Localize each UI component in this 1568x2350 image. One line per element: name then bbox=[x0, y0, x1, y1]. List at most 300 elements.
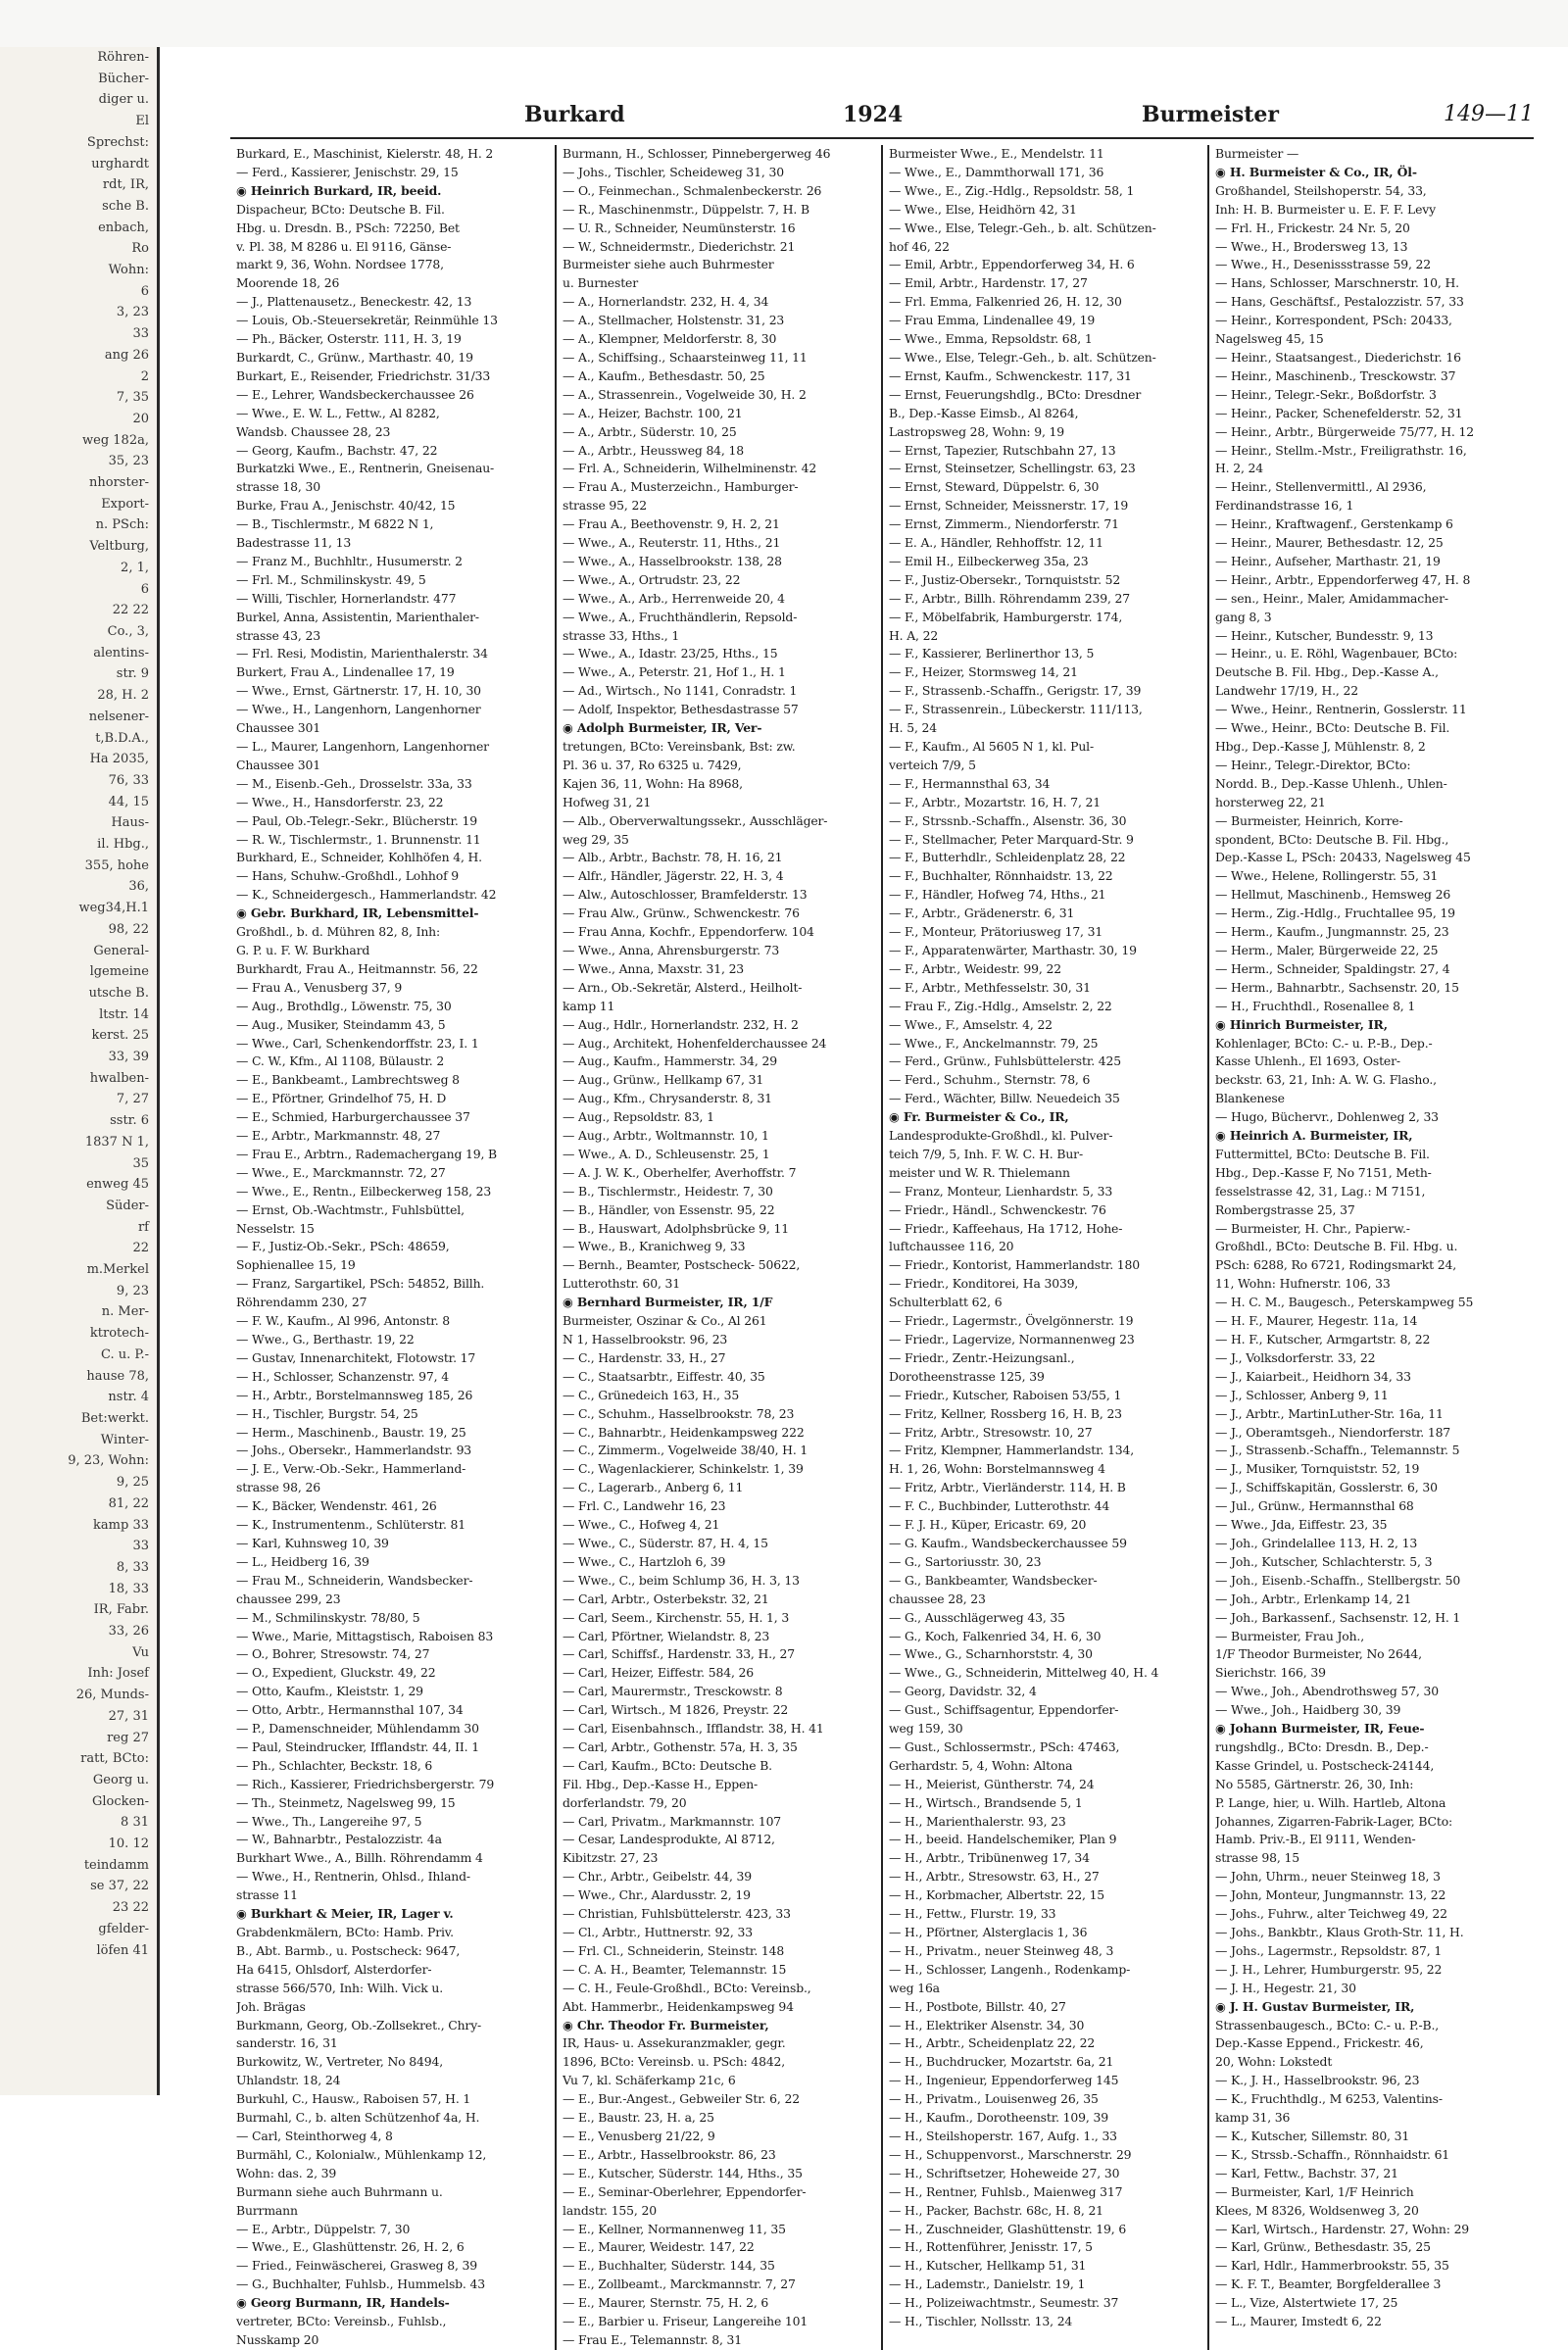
directory-entry-line: — Aug., Repsoldstr. 83, 1 bbox=[563, 1109, 714, 1125]
directory-entry-line: — Frau E., Arbtrn., Rademachergang 19, B bbox=[236, 1146, 498, 1161]
directory-entry-line: — E., Lehrer, Wandsbeckerchaussee 26 bbox=[236, 386, 474, 402]
directory-entry-line: — Friedr., Kutscher, Raboisen 53/55, 1 bbox=[889, 1387, 1122, 1402]
column-3 bbox=[883, 145, 1209, 2350]
directory-entry-line: — K. F. T., Beamter, Borgfelderallee 3 bbox=[1215, 2277, 1442, 2292]
directory-entry-line: — J., Musiker, Tornquiststr. 52, 19 bbox=[1215, 1461, 1420, 1477]
directory-entry-line: B., Abt. Barmb., u. Postscheck: 9647, bbox=[236, 1942, 461, 1958]
gutter-line: rdt, IR, bbox=[102, 177, 149, 193]
directory-entry-line: — Carl, Schiffsf., Hardenstr. 33, H., 27 bbox=[563, 1646, 795, 1662]
directory-entry-line: Badestrasse 11, 13 bbox=[236, 535, 352, 551]
directory-entry-line: — Aug., Musiker, Steindamm 43, 5 bbox=[236, 1016, 446, 1032]
directory-entry-line: tretungen, BCto: Vereinsbank, Bst: zw. bbox=[563, 739, 796, 754]
directory-entry-line: — Heinr., Packer, Schenefelderstr. 52, 31 bbox=[1215, 405, 1463, 420]
directory-entry-line: — Hellmut, Maschinenb., Hemsweg 26 bbox=[1215, 887, 1451, 903]
directory-entry-line: — O., Expedient, Gluckstr. 49, 22 bbox=[236, 1665, 436, 1681]
directory-entry-line: H. 2, 24 bbox=[1215, 461, 1264, 476]
directory-entry-line: dorferlandstr. 79, 20 bbox=[563, 1794, 687, 1810]
directory-entry-line: — Bernh., Beamter, Postscheck- 50622, bbox=[563, 1257, 801, 1273]
directory-entry-line: — W., Bahnarbtr., Pestalozzistr. 4a bbox=[236, 1832, 442, 1847]
directory-entry-line: — Joh., Grindelallee 113, H. 2, 13 bbox=[1215, 1535, 1418, 1550]
directory-entry-line: Johannes, Zigarren-Fabrik-Lager, BCto: bbox=[1215, 1813, 1453, 1829]
gutter-line: Co., 3, bbox=[107, 623, 149, 639]
directory-entry-line: — Wwe., F., Amselstr. 4, 22 bbox=[889, 1016, 1053, 1032]
directory-entry-line: — Ernst, Kaufm., Schwenckestr. 117, 31 bbox=[889, 367, 1132, 383]
gutter-line: 81, 22 bbox=[108, 1495, 149, 1511]
directory-entry-line: weg 29, 35 bbox=[563, 831, 629, 847]
directory-entry-line: — Johs., Bankbtr., Klaus Groth-Str. 11, H. bbox=[1215, 1925, 1464, 1939]
directory-entry-line: — Wwe., Marie, Mittagstisch, Raboisen 83 bbox=[236, 1628, 494, 1643]
gutter-line: teindamm bbox=[83, 1857, 149, 1873]
directory-entry-line: — J., Oberamtsgeh., Niendorferstr. 187 bbox=[1215, 1424, 1451, 1440]
directory-entry-line: ◉ Johann Burmeister, IR, Feue- bbox=[1215, 1721, 1425, 1737]
directory-entry-line: — E., Venusberg 21/22, 9 bbox=[563, 2128, 715, 2143]
directory-entry-line: — A., Klempner, Meldorferstr. 8, 30 bbox=[563, 331, 777, 347]
gutter-line: se 37, 22 bbox=[90, 1879, 149, 1894]
directory-entry-line: Hbg., Dep.-Kasse J, Mühlenstr. 8, 2 bbox=[1215, 739, 1426, 754]
directory-entry-line: strasse 43, 23 bbox=[236, 627, 320, 643]
gutter-line: Sprechst: bbox=[86, 134, 149, 150]
directory-entry-line: — J., Schiffskapitän, Gosslerstr. 6, 30 bbox=[1215, 1480, 1438, 1495]
directory-entry-line: — A., Schiffsing., Schaarsteinweg 11, 11 bbox=[563, 349, 808, 365]
directory-entry-line: Burkmann, Georg, Ob.-Zollsekret., Chry- bbox=[236, 2017, 482, 2032]
directory-entry-line: — U. R., Schneider, Neumünsterstr. 16 bbox=[563, 220, 796, 235]
directory-entry-line: Burmähl, C., Kolonialw., Mühlenkamp 12, bbox=[236, 2146, 487, 2162]
directory-entry-line: — F., Arbtr., Methfesselstr. 30, 31 bbox=[889, 979, 1091, 995]
directory-entry-line: — Wwe., Emma, Repsoldstr. 68, 1 bbox=[889, 331, 1093, 347]
directory-entry-line: — H., Rottenführer, Jenisstr. 17, 5 bbox=[889, 2239, 1093, 2255]
directory-entry-line: — C., Staatsarbtr., Eiffestr. 40, 35 bbox=[563, 1368, 765, 1384]
directory-entry-line: — Gustav, Innenarchitekt, Flotowstr. 17 bbox=[236, 1349, 476, 1365]
directory-entry-line: — E., Maurer, Weidestr. 147, 22 bbox=[563, 2239, 755, 2255]
gutter-line: Ha 2035, bbox=[89, 752, 149, 767]
directory-entry-line: — Ferd., Schuhm., Sternstr. 78, 6 bbox=[889, 1072, 1091, 1088]
gutter-line: 35 bbox=[132, 1155, 149, 1171]
gutter-line: El bbox=[135, 114, 149, 129]
directory-entry-line: — Carl, Eisenbahnsch., Ifflandstr. 38, H. 41 bbox=[563, 1721, 824, 1737]
directory-entry-line: Joh. Brägas bbox=[236, 1998, 306, 2014]
directory-entry-line: — Wwe., Chr., Alardusstr. 2, 19 bbox=[563, 1887, 751, 1903]
directory-entry-line: — Carl, Arbtr., Osterbekstr. 32, 21 bbox=[563, 1591, 769, 1606]
directory-entry-line: — Heinr., Maurer, Bethesdastr. 12, 25 bbox=[1215, 535, 1444, 551]
directory-entry-line: — H., Meierist, Güntherstr. 74, 24 bbox=[889, 1776, 1095, 1791]
directory-entry-line: — Carl, Kaufm., BCto: Deutsche B. bbox=[563, 1757, 772, 1773]
directory-entry-line: — Heinr., Korrespondent, PSch: 20433, bbox=[1215, 313, 1452, 328]
directory-entry-line: Nusskamp 20 bbox=[236, 2331, 319, 2347]
gutter-line: Röhren- bbox=[97, 50, 149, 65]
gutter-line: weg 182a, bbox=[82, 432, 149, 448]
directory-entry-line: — H., Elektriker Alsenstr. 34, 30 bbox=[889, 2017, 1085, 2032]
directory-entry-line: — E., Bankbeamt., Lambrechtsweg 8 bbox=[236, 1072, 460, 1088]
gutter-line: rf bbox=[137, 1219, 149, 1235]
directory-entry-line: Gerhardstr. 5, 4, Wohn: Altona bbox=[889, 1757, 1073, 1773]
directory-entry-line: Uhlandstr. 18, 24 bbox=[236, 2073, 341, 2088]
directory-entry-line: 1896, BCto: Vereinsb. u. PSch: 4842, bbox=[563, 2054, 786, 2070]
directory-entry-line: — Heinr., Arbtr., Bürgerweide 75/77, H. 12 bbox=[1215, 423, 1474, 439]
directory-entry-line: — Georg, Kaufm., Bachstr. 47, 22 bbox=[236, 442, 438, 458]
gutter-line: Haus- bbox=[111, 815, 149, 831]
directory-entry-line: vertreter, BCto: Vereinsb., Fuhlsb., bbox=[236, 2314, 447, 2329]
gutter-line: t,B.D.A., bbox=[95, 730, 149, 746]
directory-entry-line: beckstr. 63, 21, Inh: A. W. G. Flasho., bbox=[1215, 1072, 1437, 1088]
directory-entry-line: — H., Schriftsetzer, Hoheweide 27, 30 bbox=[889, 2165, 1120, 2180]
gutter-line: 76, 33 bbox=[108, 772, 149, 788]
directory-entry-line: H. 5, 24 bbox=[889, 720, 938, 736]
directory-entry-line: u. Burnester bbox=[563, 275, 638, 291]
directory-entry-line: — Carl, Privatm., Markmannstr. 107 bbox=[563, 1813, 782, 1829]
directory-entry-line: H. 1, 26, Wohn: Borstelmannsweg 4 bbox=[889, 1461, 1105, 1477]
directory-entry-line: — Carl, Pförtner, Wielandstr. 8, 23 bbox=[563, 1628, 770, 1643]
directory-entry-line: — Wwe., H., Langenhorn, Langenhorner bbox=[236, 702, 481, 717]
directory-entry-line: Hbg., Dep.-Kasse F, No 7151, Meth- bbox=[1215, 1164, 1432, 1180]
directory-entry-line: — C. A. H., Beamter, Telemannstr. 15 bbox=[563, 1961, 787, 1977]
directory-entry-line: — Paul, Ob.-Telegr.-Sekr., Blücherstr. 19 bbox=[236, 812, 477, 828]
directory-entry-line: Burmann, H., Schlosser, Pinnebergerweg 46 bbox=[563, 146, 831, 161]
directory-entry-line: Großhandel, Steilshoperstr. 54, 33, bbox=[1215, 182, 1427, 198]
directory-entry-line: — Adolf, Inspektor, Bethesdastrasse 57 bbox=[563, 702, 799, 717]
directory-entry-line: — Frl. Cl., Schneiderin, Steinstr. 148 bbox=[563, 1942, 785, 1958]
directory-entry-line: chaussee 299, 23 bbox=[236, 1591, 341, 1606]
directory-entry-line: — Karl, Wirtsch., Hardenstr. 27, Wohn: 29 bbox=[1215, 2221, 1470, 2236]
directory-entry-line: — J., Kaiarbeit., Heidhorn 34, 33 bbox=[1215, 1368, 1411, 1384]
gutter-line: nelsener- bbox=[88, 709, 149, 724]
directory-entry-line: — Frau Emma, Lindenallee 49, 19 bbox=[889, 313, 1096, 328]
directory-entry-line: — Fritz, Arbtr., Vierländerstr. 114, H. B bbox=[889, 1480, 1126, 1495]
directory-entry-line: Inh: H. B. Burmeister u. E. F. F. Levy bbox=[1215, 201, 1436, 217]
directory-entry-line: — Ph., Bäcker, Osterstr. 111, H. 3, 19 bbox=[236, 331, 462, 347]
gutter-line: 27, 31 bbox=[108, 1708, 149, 1724]
directory-entry-line: — Frau F., Zig.-Hdlg., Amselstr. 2, 22 bbox=[889, 998, 1112, 1013]
directory-entry-line: — J., Volksdorferstr. 33, 22 bbox=[1215, 1349, 1376, 1365]
directory-entry-line: — Ferd., Wächter, Billw. Neuedeich 35 bbox=[889, 1091, 1120, 1106]
directory-entry-line: — Alw., Autoschlosser, Bramfelderstr. 13 bbox=[563, 887, 808, 903]
directory-entry-line: gang 8, 3 bbox=[1215, 609, 1272, 624]
directory-entry-line: ◉ Adolph Burmeister, IR, Ver- bbox=[563, 720, 762, 736]
directory-entry-line: ◉ Heinrich A. Burmeister, IR, bbox=[1215, 1128, 1413, 1144]
directory-entry-line: Wohn: das. 2, 39 bbox=[236, 2165, 337, 2180]
directory-entry-line: — Emil H., Eilbeckerweg 35a, 23 bbox=[889, 553, 1089, 568]
directory-entry-line: sanderstr. 16, 31 bbox=[236, 2035, 338, 2051]
directory-entry-line: Burkhardt, Frau A., Heitmannstr. 56, 22 bbox=[236, 960, 478, 976]
directory-entry-line: — Johs., Tischler, Scheideweg 31, 30 bbox=[563, 164, 784, 179]
directory-entry-line: — Christian, Fuhlsbüttelerstr. 423, 33 bbox=[563, 1906, 791, 1922]
directory-entry-line: — F., Kaufm., Al 5605 N 1, kl. Pul- bbox=[889, 739, 1095, 754]
gutter-line: C. u. P.- bbox=[100, 1346, 149, 1362]
directory-entry-line: Kajen 36, 11, Wohn: Ha 8968, bbox=[563, 775, 743, 791]
directory-entry-line: — E., Kutscher, Süderstr. 144, Hths., 35 bbox=[563, 2165, 803, 2180]
directory-entry-line: Strassenbaugesch., BCto: C.- u. P.-B., bbox=[1215, 2017, 1440, 2032]
gutter-line: 33 bbox=[132, 1539, 149, 1554]
directory-entry-line: Burmeister Wwe., E., Mendelstr. 11 bbox=[889, 146, 1104, 161]
directory-entry-line: — Aug., Arbtr., Woltmannstr. 10, 1 bbox=[563, 1128, 769, 1144]
directory-entry-line: — Wwe., Joh., Abendrothsweg 57, 30 bbox=[1215, 1684, 1439, 1699]
gutter-line: hause 78, bbox=[86, 1368, 149, 1384]
directory-entry-line: verteich 7/9, 5 bbox=[889, 757, 976, 772]
directory-entry-line: — J. H., Lehrer, Humburgerstr. 95, 22 bbox=[1215, 1961, 1443, 1977]
directory-entry-line: — Wwe., Anna, Maxstr. 31, 23 bbox=[563, 960, 745, 976]
directory-entry-line: — Heinr., Arbtr., Eppendorferweg 47, H. 8 bbox=[1215, 571, 1471, 587]
directory-entry-line: — Burmeister, Karl, 1/F Heinrich bbox=[1215, 2183, 1414, 2199]
directory-entry-line: Nesselstr. 15 bbox=[236, 1220, 315, 1236]
directory-entry-line: — Heinr., Aufseher, Marthastr. 21, 19 bbox=[1215, 553, 1441, 568]
directory-entry-line: — K., Strssb.-Schaffn., Rönnhaidstr. 61 bbox=[1215, 2146, 1450, 2162]
directory-entry-line: — B., Händler, von Essenstr. 95, 22 bbox=[563, 1201, 775, 1217]
directory-entry-line: — Gust., Schiffsagentur, Eppendorfer- bbox=[889, 1702, 1119, 1718]
directory-entry-line: — H., Kutscher, Hellkamp 51, 31 bbox=[889, 2258, 1087, 2274]
directory-entry-line: — Wwe., G., Berthastr. 19, 22 bbox=[236, 1332, 415, 1346]
gutter-line: 9, 25 bbox=[116, 1475, 149, 1491]
directory-entry-line: ◉ Bernhard Burmeister, IR, 1/F bbox=[563, 1295, 773, 1310]
directory-entry-line: Rombergstrasse 25, 37 bbox=[1215, 1201, 1355, 1217]
directory-entry-line: — H., Postbote, Billstr. 40, 27 bbox=[889, 1998, 1066, 2014]
directory-entry-line: — H., Schlosser, Schanzenstr. 97, 4 bbox=[236, 1368, 449, 1384]
directory-entry-line: spondent, BCto: Deutsche B. Fil. Hbg., bbox=[1215, 831, 1449, 847]
directory-entry-line: — K., Bäcker, Wendenstr. 461, 26 bbox=[236, 1498, 437, 1514]
gutter-line: Glocken- bbox=[92, 1793, 149, 1809]
directory-entry-line: — E., Kellner, Normannenweg 11, 35 bbox=[563, 2221, 786, 2236]
directory-entry-line: Burmeister, Oszinar & Co., Al 261 bbox=[563, 1313, 767, 1329]
directory-entry-line: — Ph., Schlachter, Beckstr. 18, 6 bbox=[236, 1757, 433, 1773]
directory-entry-line: — Otto, Kaufm., Kleiststr. 1, 29 bbox=[236, 1684, 423, 1699]
directory-entry-line: — F., Kassierer, Berlinerthor 13, 5 bbox=[889, 646, 1095, 661]
directory-entry-line: — C., Grünedeich 163, H., 35 bbox=[563, 1387, 740, 1402]
directory-entry-line: — Frau Anna, Kochfr., Eppendorferw. 104 bbox=[563, 924, 814, 940]
gutter-line: 7, 35 bbox=[116, 390, 149, 406]
directory-entry-line: Chaussee 301 bbox=[236, 757, 320, 772]
directory-entry-line: — Friedr., Kaffeehaus, Ha 1712, Hohe- bbox=[889, 1220, 1123, 1236]
directory-entry-line: — H., Privatm., neuer Steinweg 48, 3 bbox=[889, 1942, 1114, 1958]
directory-entry-line: — Ferd., Grünw., Fuhlsbüttelerstr. 425 bbox=[889, 1053, 1122, 1069]
directory-entry-line: — E., Zollbeamt., Marckmannstr. 7, 27 bbox=[563, 2277, 796, 2292]
directory-entry-line: P. Lange, hier, u. Wilh. Hartleb, Altona bbox=[1215, 1794, 1446, 1810]
directory-entry-line: — Rich., Kassierer, Friedrichsbergerstr. 79 bbox=[236, 1776, 495, 1791]
directory-entry-line: — Wwe., C., Süderstr. 87, H. 4, 15 bbox=[563, 1535, 768, 1550]
directory-entry-line: — Frl. H., Frickestr. 24 Nr. 5, 20 bbox=[1215, 220, 1410, 235]
directory-entry-line: — Wwe., E., Dammthorwall 171, 36 bbox=[889, 164, 1104, 179]
directory-entry-line: kamp 11 bbox=[563, 998, 615, 1013]
previous-page-edge bbox=[0, 47, 160, 2095]
gutter-line: hwalben- bbox=[89, 1070, 149, 1086]
directory-entry-line: N 1, Hasselbrookstr. 96, 23 bbox=[563, 1332, 728, 1346]
gutter-line: str. 9 bbox=[116, 666, 149, 682]
directory-entry-line: — E. A., Händler, Rehhoffstr. 12, 11 bbox=[889, 535, 1103, 551]
directory-entry-line: — Wwe., H., Brodersweg 13, 13 bbox=[1215, 238, 1408, 254]
directory-entry-line: — B., Tischlermstr., Heidestr. 7, 30 bbox=[563, 1183, 773, 1199]
directory-entry-line: — H., Zuschneider, Glashüttenstr. 19, 6 bbox=[889, 2221, 1127, 2236]
gutter-line: 1837 N 1, bbox=[84, 1134, 149, 1150]
directory-entry-line: Wandsb. Chaussee 28, 23 bbox=[236, 423, 391, 439]
gutter-line: 2, 1, bbox=[121, 560, 149, 575]
directory-entry-line: — Fritz, Kellner, Rossberg 16, H. B, 23 bbox=[889, 1405, 1122, 1421]
directory-entry-line: — Herm., Maschinenb., Baustr. 19, 25 bbox=[236, 1424, 466, 1440]
header-right-name: Burmeister bbox=[1142, 102, 1279, 127]
directory-entry-line: — H., Kaufm., Dorotheenstr. 109, 39 bbox=[889, 2110, 1108, 2126]
directory-entry-line: horsterweg 22, 21 bbox=[1215, 794, 1326, 809]
gutter-line: 22 bbox=[132, 1241, 149, 1256]
directory-entry-line: hof 46, 22 bbox=[889, 238, 950, 254]
directory-entry-line: — L., Vize, Alstertwiete 17, 25 bbox=[1215, 2295, 1398, 2311]
directory-entry-line: — Hans, Schlosser, Marschnerstr. 10, H. bbox=[1215, 275, 1459, 291]
directory-entry-line: — M., Eisenb.-Geh., Drosselstr. 33a, 33 bbox=[236, 775, 472, 791]
directory-entry-line: — Wwe., A. D., Schleusenstr. 25, 1 bbox=[563, 1146, 770, 1161]
directory-entry-line: — Karl, Grünw., Bethesdastr. 35, 25 bbox=[1215, 2239, 1431, 2255]
directory-entry-line: — C. H., Feule-Großhdl., BCto: Vereinsb., bbox=[563, 1980, 811, 1995]
directory-entry-line: — Wwe., A., Fruchthändlerin, Repsold- bbox=[563, 609, 798, 624]
directory-entry-line: — H., Pförtner, Alsterglacis 1, 36 bbox=[889, 1925, 1088, 1939]
gutter-line: enweg 45 bbox=[86, 1177, 149, 1193]
directory-entry-line: — Fritz, Klempner, Hammerlandstr. 134, bbox=[889, 1443, 1135, 1458]
directory-entry-line: Nordd. B., Dep.-Kasse Uhlenh., Uhlen- bbox=[1215, 775, 1447, 791]
gutter-line: 7, 27 bbox=[116, 1092, 149, 1107]
directory-entry-line: Sophienallee 15, 19 bbox=[236, 1257, 356, 1273]
directory-entry-line: — B., Tischlermstr., M 6822 N 1, bbox=[236, 516, 434, 532]
directory-entry-line: — Karl, Kuhnsweg 10, 39 bbox=[236, 1535, 389, 1550]
gutter-line: utsche B. bbox=[88, 985, 149, 1001]
directory-entry-line: — Wwe., C., beim Schlump 36, H. 3, 13 bbox=[563, 1572, 800, 1588]
gutter-line: kerst. 25 bbox=[91, 1028, 149, 1044]
directory-entry-line: ◉ Heinrich Burkard, IR, beeid. bbox=[236, 182, 442, 198]
directory-entry-line: — Frl. Resi, Modistin, Marienthalerstr. 34 bbox=[236, 646, 488, 661]
directory-entry-line: — R. W., Tischlermstr., 1. Brunnenstr. 11 bbox=[236, 831, 481, 847]
directory-entry-line: — Heinr., Telegr.-Direktor, BCto: bbox=[1215, 757, 1411, 772]
directory-entry-line: — Herm., Kaufm., Jungmannstr. 25, 23 bbox=[1215, 924, 1449, 940]
directory-entry-line: — Herm., Bahnarbtr., Sachsenstr. 20, 15 bbox=[1215, 979, 1459, 995]
directory-entry-line: — Heinr., Stellenvermittl., Al 2936, bbox=[1215, 479, 1427, 495]
directory-entry-line: — C., Lagerarb., Anberg 6, 11 bbox=[563, 1480, 744, 1495]
directory-entry-line: — Wwe., E., Zig.-Hdlg., Repsoldstr. 58, 1 bbox=[889, 182, 1135, 198]
directory-entry-line: Burkowitz, W., Vertreter, No 8494, bbox=[236, 2054, 443, 2070]
directory-entry-line: 11, Wohn: Hufnerstr. 106, 33 bbox=[1215, 1276, 1391, 1292]
directory-entry-line: — Herm., Schneider, Spaldingstr. 27, 4 bbox=[1215, 960, 1450, 976]
directory-entry-line: — Aug., Architekt, Hohenfelderchaussee 24 bbox=[563, 1035, 827, 1051]
directory-entry-line: — Wwe., C., Hofweg 4, 21 bbox=[563, 1517, 720, 1533]
directory-entry-line: — Ad., Wirtsch., No 1141, Conradstr. 1 bbox=[563, 683, 798, 699]
directory-entry-line: — G., Koch, Falkenried 34, H. 6, 30 bbox=[889, 1628, 1102, 1643]
directory-entry-line: — Ernst, Steinsetzer, Schellingstr. 63, 23 bbox=[889, 461, 1136, 476]
directory-entry-line: Futtermittel, BCto: Deutsche B. Fil. bbox=[1215, 1146, 1430, 1161]
directory-entry-line: — F., Justiz-Ob.-Sekr., PSch: 48659, bbox=[236, 1239, 450, 1254]
directory-entry-line: — K., Fruchthdlg., M 6253, Valentins- bbox=[1215, 2091, 1443, 2107]
directory-entry-line: — H., Arbtr., Tribünenweg 17, 34 bbox=[889, 1850, 1090, 1866]
directory-entry-line: ◉ Burkhart & Meier, IR, Lager v. bbox=[236, 1906, 454, 1922]
directory-entry-line: — Heinr., Telegr.-Sekr., Boßdorfstr. 3 bbox=[1215, 386, 1437, 402]
gutter-line: 98, 22 bbox=[108, 921, 149, 937]
directory-entry-line: ◉ Fr. Burmeister & Co., IR, bbox=[889, 1109, 1069, 1125]
directory-entry-line: — Wwe., Th., Langereihe 97, 5 bbox=[236, 1813, 422, 1829]
directory-entry-line: — Wwe., A., Ortrudstr. 23, 22 bbox=[563, 571, 741, 587]
gutter-line: 6 bbox=[140, 283, 149, 299]
gutter-line: 2 bbox=[140, 368, 149, 384]
header-left-name: Burkard bbox=[524, 102, 625, 127]
directory-entry-line: — Alb., Oberverwaltungssekr., Ausschläger- bbox=[563, 812, 828, 828]
directory-entry-line: — Hugo, Büchervr., Dohlenweg 2, 33 bbox=[1215, 1109, 1439, 1125]
directory-entry-line: — Jul., Grünw., Hermannsthal 68 bbox=[1215, 1498, 1414, 1514]
directory-entry-line: — Wwe., G., Scharnhorststr. 4, 30 bbox=[889, 1646, 1093, 1662]
directory-entry-line: — Johs., Lagermstr., Repsoldstr. 87, 1 bbox=[1215, 1942, 1443, 1958]
directory-entry-line: — A. J. W. K., Oberhelfer, Averhoffstr. 7 bbox=[563, 1164, 797, 1180]
directory-entry-line: — Joh., Barkassenf., Sachsenstr. 12, H. 1 bbox=[1215, 1609, 1461, 1625]
directory-entry-line: chaussee 28, 23 bbox=[889, 1591, 986, 1606]
directory-entry-line: Abt. Hammerbr., Heidenkampsweg 94 bbox=[563, 1998, 794, 2014]
directory-entry-line: Deutsche B. Fil. Hbg., Dep.-Kasse A., bbox=[1215, 664, 1439, 680]
directory-entry-line: — Joh., Kutscher, Schlachterstr. 5, 3 bbox=[1215, 1553, 1433, 1569]
directory-entry-line: — Frau Alw., Grünw., Schwenckestr. 76 bbox=[563, 906, 800, 921]
directory-entry-line: — Carl, Maurermstr., Tresckowstr. 8 bbox=[563, 1684, 783, 1699]
gutter-line: ratt, BCto: bbox=[80, 1751, 149, 1767]
gutter-line: Ro bbox=[131, 241, 149, 257]
directory-entry-line: — F., Händler, Hofweg 74, Hths., 21 bbox=[889, 887, 1106, 903]
directory-entry-line: — Fried., Feinwäscherei, Grasweg 8, 39 bbox=[236, 2258, 477, 2274]
header-page-number: 149—11 bbox=[1444, 102, 1534, 126]
directory-entry-line: — Karl, Fettw., Bachstr. 37, 21 bbox=[1215, 2165, 1398, 2180]
gutter-line: 33 bbox=[132, 326, 149, 342]
directory-entry-line: — Heinr., Kraftwagenf., Gerstenkamp 6 bbox=[1215, 516, 1453, 532]
directory-entry-line: — Johs., Obersekr., Hammerlandstr. 93 bbox=[236, 1443, 472, 1458]
directory-entry-line: — Aug., Brothdlg., Löwenstr. 75, 30 bbox=[236, 998, 452, 1013]
directory-entry-line: Grabdenkmälern, BCto: Hamb. Priv. bbox=[236, 1925, 454, 1939]
directory-entry-line: — Wwe., E., Rentn., Eilbeckerweg 158, 23 bbox=[236, 1183, 492, 1199]
directory-entry-line: — F., Heizer, Stormsweg 14, 21 bbox=[889, 664, 1078, 680]
directory-entry-line: — H., Wirtsch., Brandsende 5, 1 bbox=[889, 1794, 1083, 1810]
directory-entry-line: — H., Fruchthdl., Rosenallee 8, 1 bbox=[1215, 998, 1416, 1013]
directory-entry-line: — L., Heidberg 16, 39 bbox=[236, 1553, 369, 1569]
directory-entry-line: Nagelsweg 45, 15 bbox=[1215, 331, 1324, 347]
directory-entry-line: — Frl. M., Schmilinskystr. 49, 5 bbox=[236, 571, 426, 587]
gutter-line: 6 bbox=[140, 581, 149, 597]
directory-entry-line: — G., Buchhalter, Fuhlsb., Hummelsb. 43 bbox=[236, 2277, 485, 2292]
directory-entry-line: — P., Damenschneider, Mühlendamm 30 bbox=[236, 1721, 479, 1737]
directory-entry-line: — Herm., Maler, Bürgerweide 22, 25 bbox=[1215, 942, 1439, 957]
directory-entry-line: Burmeister — bbox=[1215, 146, 1299, 161]
gutter-line: General- bbox=[93, 943, 149, 958]
directory-entry-line: — Ferd., Kassierer, Jenischstr. 29, 15 bbox=[236, 164, 459, 179]
directory-entry-line: — Aug., Kfm., Chrysanderstr. 8, 31 bbox=[563, 1091, 772, 1106]
gutter-line: 22 22 bbox=[112, 603, 149, 618]
directory-entry-line: — J., Arbtr., MartinLuther-Str. 16a, 11 bbox=[1215, 1405, 1444, 1421]
directory-entry-line: Kasse Uhlenh., El 1693, Oster- bbox=[1215, 1053, 1400, 1069]
gutter-line: Export- bbox=[101, 496, 149, 512]
directory-entry-line: — C., Wagenlackierer, Schinkelstr. 1, 39 bbox=[563, 1461, 804, 1477]
directory-entry-line: Chaussee 301 bbox=[236, 720, 320, 736]
directory-entry-line: — Wwe., Helene, Rollingerstr. 55, 31 bbox=[1215, 868, 1439, 884]
directory-entry-line: — H. C. M., Baugesch., Peterskampweg 55 bbox=[1215, 1295, 1474, 1310]
gutter-line: sche B. bbox=[102, 198, 149, 214]
directory-entry-line: — Emil, Arbtr., Hardenstr. 17, 27 bbox=[889, 275, 1088, 291]
directory-entry-line: meister und W. R. Thielemann bbox=[889, 1164, 1070, 1180]
directory-entry-line: — H., Fettw., Flurstr. 19, 33 bbox=[889, 1906, 1056, 1922]
directory-entry-line: — Franz, Monteur, Lienhardstr. 5, 33 bbox=[889, 1183, 1113, 1199]
directory-entry-line: — F. C., Buchbinder, Lutterothstr. 44 bbox=[889, 1498, 1110, 1514]
directory-page bbox=[230, 98, 1534, 2350]
gutter-line: nhorster- bbox=[89, 475, 149, 491]
directory-entry-line: — F., Möbelfabrik, Hamburgerstr. 174, bbox=[889, 609, 1123, 624]
directory-entry-line: — Wwe., E., Glashüttenstr. 26, H. 2, 6 bbox=[236, 2239, 465, 2255]
directory-entry-line: — Wwe., Else, Telegr.-Geh., b. alt. Schützen- bbox=[889, 220, 1156, 235]
directory-entry-line: — H., Tischler, Burgstr. 54, 25 bbox=[236, 1405, 418, 1421]
column-4 bbox=[1209, 145, 1534, 2350]
gutter-line: Bet:werkt. bbox=[80, 1411, 149, 1426]
directory-entry-line: rungshdlg., BCto: Dresdn. B., Dep.- bbox=[1215, 1738, 1429, 1754]
directory-entry-line: — Friedr., Konditorei, Ha 3039, bbox=[889, 1276, 1079, 1292]
gutter-line: Veltburg, bbox=[89, 539, 149, 555]
gutter-line: 355, hohe bbox=[84, 857, 149, 873]
directory-entry-line: — G., Bankbeamter, Wandsbecker- bbox=[889, 1572, 1098, 1588]
directory-entry-line: — Hans, Schuhw.-Großhdl., Lohhof 9 bbox=[236, 868, 460, 884]
directory-entry-line: Burmahl, C., b. alten Schützenhof 4a, H. bbox=[236, 2110, 480, 2126]
directory-entry-line: Burkard, E., Maschinist, Kielerstr. 48, H. 2 bbox=[236, 146, 494, 161]
directory-entry-line: Großhdl., BCto: Deutsche B. Fil. Hbg. u. bbox=[1215, 1239, 1458, 1254]
directory-entry-line: Lutterothstr. 60, 31 bbox=[563, 1276, 681, 1292]
directory-entry-line: ◉ H. Burmeister & Co., IR, Öl- bbox=[1215, 164, 1417, 179]
